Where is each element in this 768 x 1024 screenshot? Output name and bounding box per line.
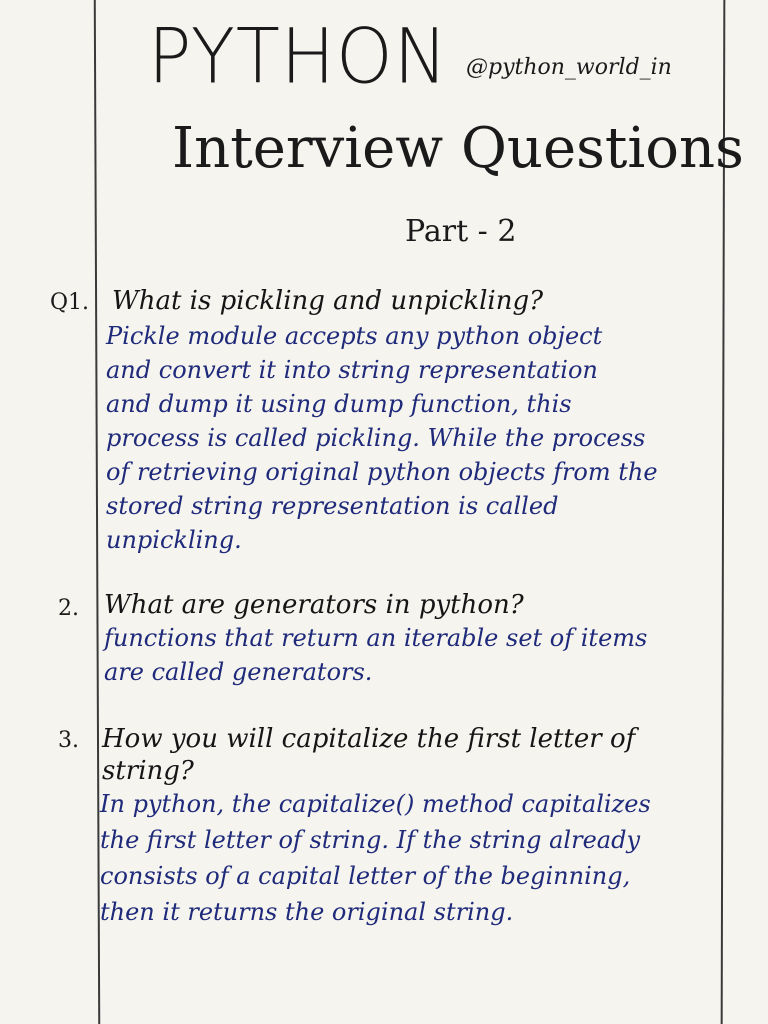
page-title: PYTHON: [148, 11, 449, 101]
author-handle: @python_world_in: [466, 55, 672, 80]
answer-line: then it returns the original string.: [100, 898, 514, 926]
question-number: 2.: [58, 596, 79, 621]
question-text: What is pickling and unpickling?: [112, 286, 544, 316]
answer-line: the first letter of string. If the string already: [100, 826, 640, 854]
question-number: Q1.: [50, 290, 90, 315]
answer-line: Pickle module accepts any python object: [106, 322, 603, 350]
answer-line: unpickling.: [106, 526, 242, 554]
answer-line: are called generators.: [104, 658, 373, 686]
question-number: 3.: [58, 728, 79, 753]
answer-line: of retrieving original python objects from the: [106, 458, 658, 486]
question-text: string?: [102, 756, 194, 786]
question-text: What are generators in python?: [104, 590, 524, 620]
answer-line: functions that return an iterable set of items: [104, 624, 648, 652]
answer-line: and convert it into string representation: [106, 356, 598, 384]
answer-line: and dump it using dump function, this: [106, 390, 572, 418]
question-text: How you will capitalize the first letter of: [102, 724, 636, 754]
answer-line: process is called pickling. While the process: [106, 424, 646, 452]
page-subtitle: Interview Questions: [172, 116, 744, 181]
answer-line: stored string representation is called: [106, 492, 559, 520]
answer-line: In python, the capitalize() method capitalizes: [100, 790, 651, 818]
part-label: Part - 2: [405, 214, 517, 249]
answer-line: consists of a capital letter of the beginning,: [100, 862, 631, 890]
